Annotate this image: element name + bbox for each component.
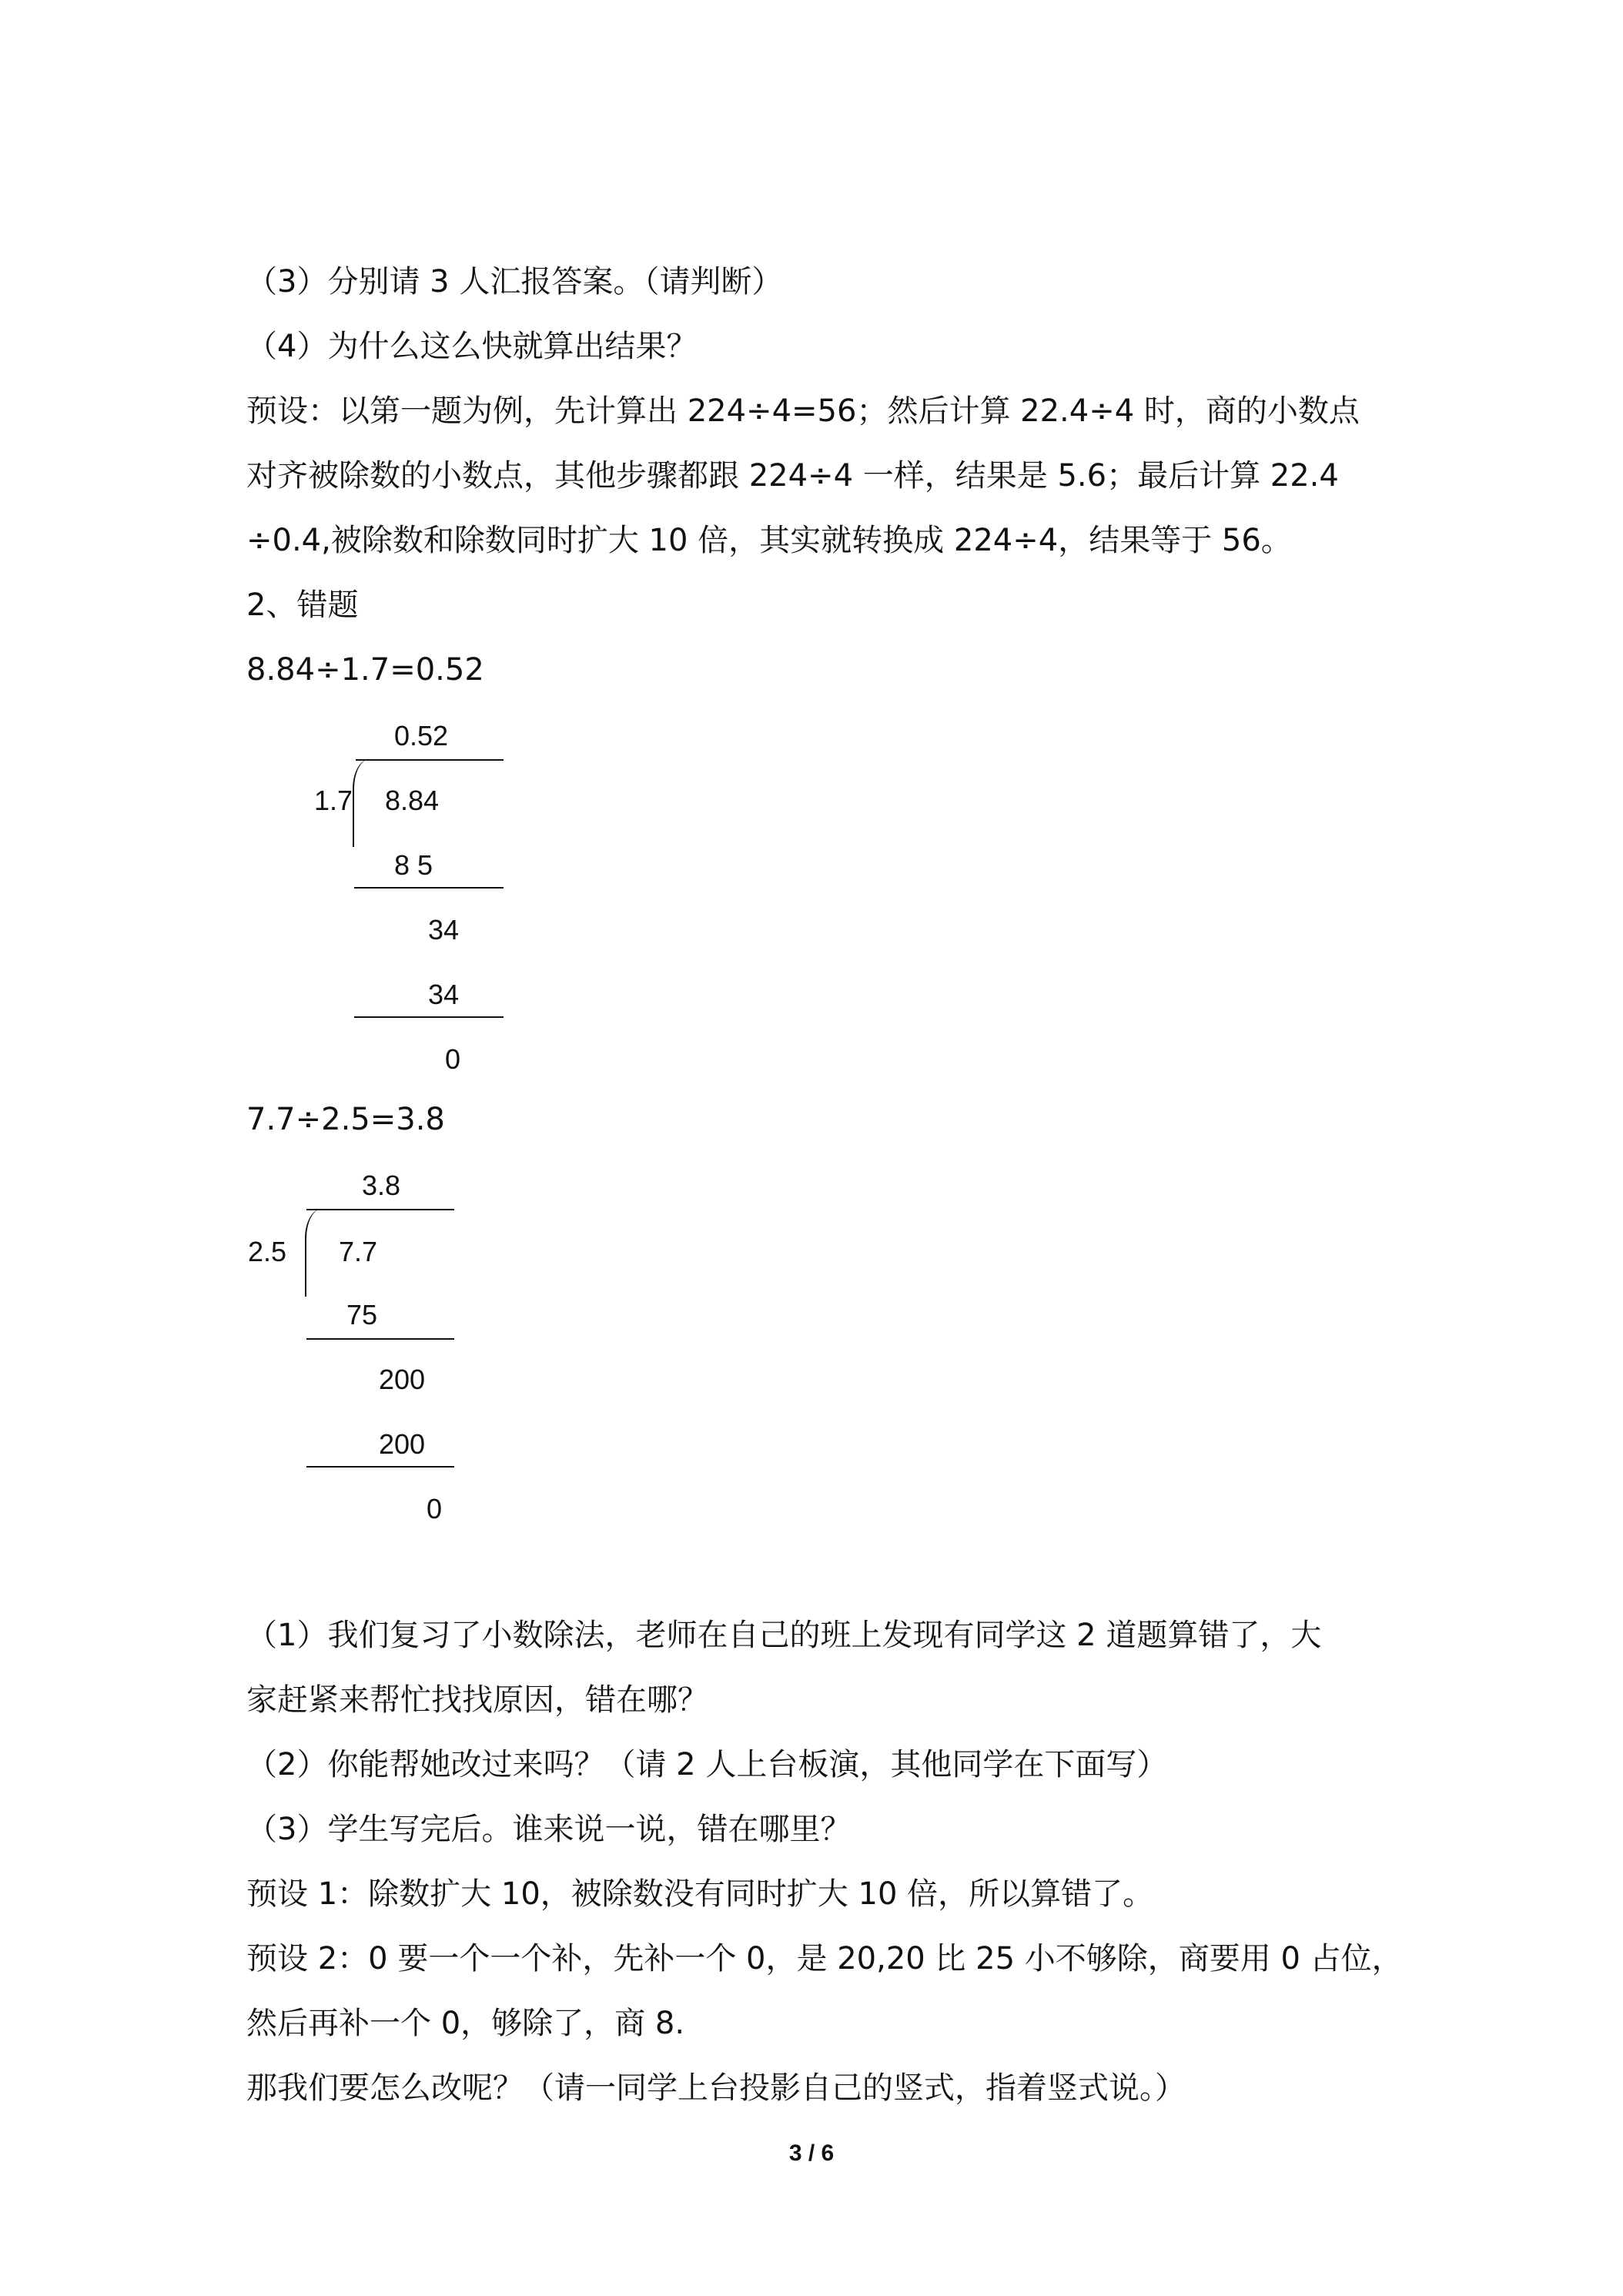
- division-bar: [306, 1209, 454, 1210]
- divisor: 2.5: [248, 1236, 287, 1267]
- text-line: ÷0.4,被除数和除数同时扩大 10 倍，其实就转换成 224÷4，结果等于 56。: [246, 523, 1292, 558]
- problem1-equation: 8.84÷1.7=0.52: [246, 652, 484, 688]
- text-line: （4）为什么这么快就算出结果？: [246, 329, 698, 364]
- text-line: 那我们要怎么改呢？（请一同学上台投影自己的竖式，指着竖式说。）: [246, 2070, 1186, 2106]
- dividend: 7.7: [339, 1236, 378, 1267]
- step-product: 34: [428, 979, 460, 1010]
- text-line: （2）你能帮她改过来吗？（请 2 人上台板演，其他同学在下面写）: [246, 1747, 1168, 1782]
- page-number: 3 / 6: [788, 2140, 835, 2166]
- text-line: 家赶紧来帮忙找找原因，错在哪？: [246, 1682, 708, 1718]
- divisor: 1.7: [314, 785, 353, 816]
- step-product: 75: [346, 1299, 378, 1330]
- text-line: 然后再补一个 0，够除了，商 8.: [246, 2006, 685, 2041]
- problem2-equation: 7.7÷2.5=3.8: [246, 1102, 445, 1137]
- text-line: 对齐被除数的小数点，其他步骤都跟 224÷4 一样，结果是 5.6；最后计算 22.4: [246, 458, 1339, 494]
- dividend: 8.84: [385, 785, 440, 816]
- step-product: 200: [379, 1428, 426, 1460]
- final-remainder: 0: [445, 1043, 461, 1075]
- division-bracket: [305, 1209, 322, 1297]
- step-product: 8 5: [394, 849, 433, 881]
- subtraction-line: [306, 1338, 454, 1340]
- text-line: （3）学生写完后。谁来说一说，错在哪里？: [246, 1812, 852, 1847]
- text-line: 预设 1：除数扩大 10，被除数没有同时扩大 10 倍，所以算错了。: [246, 1876, 1154, 1912]
- quotient: 3.8: [362, 1170, 401, 1201]
- text-line: （3）分别请 3 人汇报答案。（请判断）: [246, 264, 783, 300]
- text-line: 预设：以第一题为例，先计算出 224÷4=56；然后计算 22.4÷4 时，商的小数点: [246, 393, 1360, 429]
- step-remainder: 34: [428, 914, 460, 946]
- section-heading: 2、错题: [246, 587, 359, 623]
- final-remainder: 0: [427, 1493, 443, 1525]
- quotient: 0.52: [394, 720, 449, 751]
- text-line: 预设 2：0 要一个一个补，先补一个 0，是 20,20 比 25 小不够除，商要用 0 占位，: [246, 1941, 1403, 1976]
- subtraction-line: [354, 1016, 504, 1018]
- step-remainder: 200: [379, 1364, 426, 1395]
- text-line: （1）我们复习了小数除法，老师在自己的班上发现有同学这 2 道题算错了，大: [246, 1618, 1322, 1653]
- subtraction-line: [354, 887, 504, 889]
- subtraction-line: [306, 1466, 454, 1468]
- division-bracket: [353, 759, 370, 847]
- division-bar: [356, 759, 504, 761]
